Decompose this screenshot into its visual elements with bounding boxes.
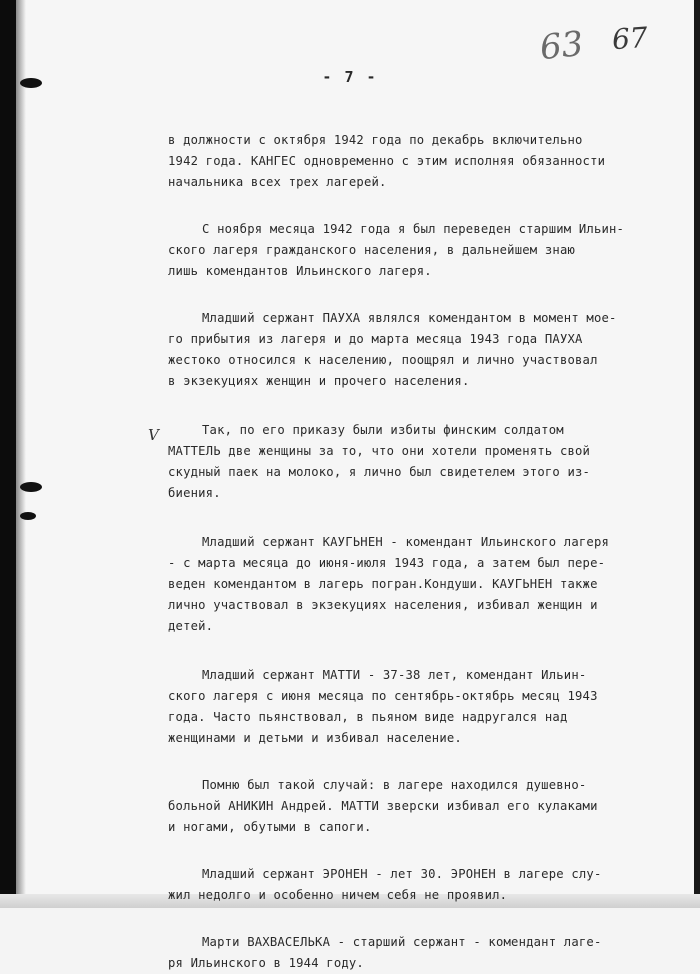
text-line: Младший сержант ПАУХА являлся комендантом в момент мое- [202,311,617,325]
paragraph [168,130,668,193]
text-line: больной АНИКИН Андрей. МАТТИ зверски избивал его кулаками [168,799,598,813]
text-line: в должности с октября 1942 года по декабрь включительно [168,133,583,147]
handwritten-page-number: 63 [538,23,586,69]
text-line: ря Ильинского в 1944 году. [168,956,364,970]
text-line: ского лагеря гражданского населения, в дальнейшем знаю [168,243,576,257]
text-line: веден комендантом в лагерь погран.Кондуши. КАУГЬНЕН также [168,577,598,591]
text-line: скудный паек на молоко, я лично был свидетелем этого из- [168,465,591,479]
text-line: Младший сержант КАУГЬНЕН - комендант Ильинского лагеря [202,535,610,549]
paragraph-gap [168,838,668,864]
punch-hole [20,78,42,88]
text-line: детей. [168,619,214,633]
punch-hole [20,482,42,492]
text-line: в экзекуциях женщин и прочего населения. [168,374,470,388]
paragraph [168,665,668,749]
text-line: Младший сержант МАТТИ - 37-38 лет, комендант Ильин- [202,668,587,682]
paragraph-gap [168,193,668,219]
paragraph-gap [168,637,668,665]
paragraph [168,219,668,282]
text-line: С ноября месяца 1942 года я был переведен старшим Ильин- [202,222,625,236]
text-line: Помню был такой случай: в лагере находился душевно- [202,778,587,792]
text-line: женщинами и детьми и избивал население. [168,731,462,745]
paragraph-gap [168,282,668,308]
handwritten-page-number: 67 [610,20,649,57]
text-line: Младший сержант ЭРОНЕН - лет 30. ЭРОНЕН в лагере слу- [202,867,602,881]
paragraph-gap [168,504,668,532]
text-line: Марти ВАХВАСЕЛЬКА - старший сержант - комендант лаге- [202,935,602,949]
text-line: жестоко относился к населению, поощрял и лично участвовал [168,353,598,367]
text-line: МАТТЕЛЬ две женщины за то, что они хотели променять свой [168,444,591,458]
paragraph-gap [168,906,668,932]
paragraph [168,420,668,504]
paragraph-gap [168,749,668,775]
margin-check-mark: V [148,426,159,444]
text-line: Так, по его приказу были избиты финским солдатом [202,423,564,437]
scan-right-edge [694,0,700,908]
paragraph [168,532,668,637]
text-line: ского лагеря с июня месяца по сентябрь-октябрь месяц 1943 [168,689,598,703]
text-line: лично участвовал в экзекуциях населения, избивал женщин и [168,598,598,612]
paragraph-gap [168,392,668,420]
paragraph [168,932,668,974]
paragraph [168,864,668,906]
text-line: года. Часто пьянствовал, в пьяном виде надругался над [168,710,568,724]
text-line: 1942 года. КАНГЕС одновременно с этим исполняя обязанности [168,154,606,168]
document-body [168,130,668,974]
page-number: - 7 - [322,68,378,86]
text-line: лишь комендантов Ильинского лагеря. [168,264,432,278]
text-line: - с марта месяца до июня-июля 1943 года, а затем был пере- [168,556,606,570]
text-line: биения. [168,486,221,500]
text-line: го прибытия из лагеря и до марта месяца 1943 года ПАУХА [168,332,583,346]
text-line: и ногами, обутыми в сапоги. [168,820,372,834]
text-line: начальника всех трех лагерей. [168,175,387,189]
scan-left-edge [0,0,16,908]
scan-left-shadow [16,0,26,908]
text-line: жил недолго и особенно ничем себя не проявил. [168,888,508,902]
paragraph [168,775,668,838]
punch-hole [20,512,36,520]
paragraph [168,308,668,392]
